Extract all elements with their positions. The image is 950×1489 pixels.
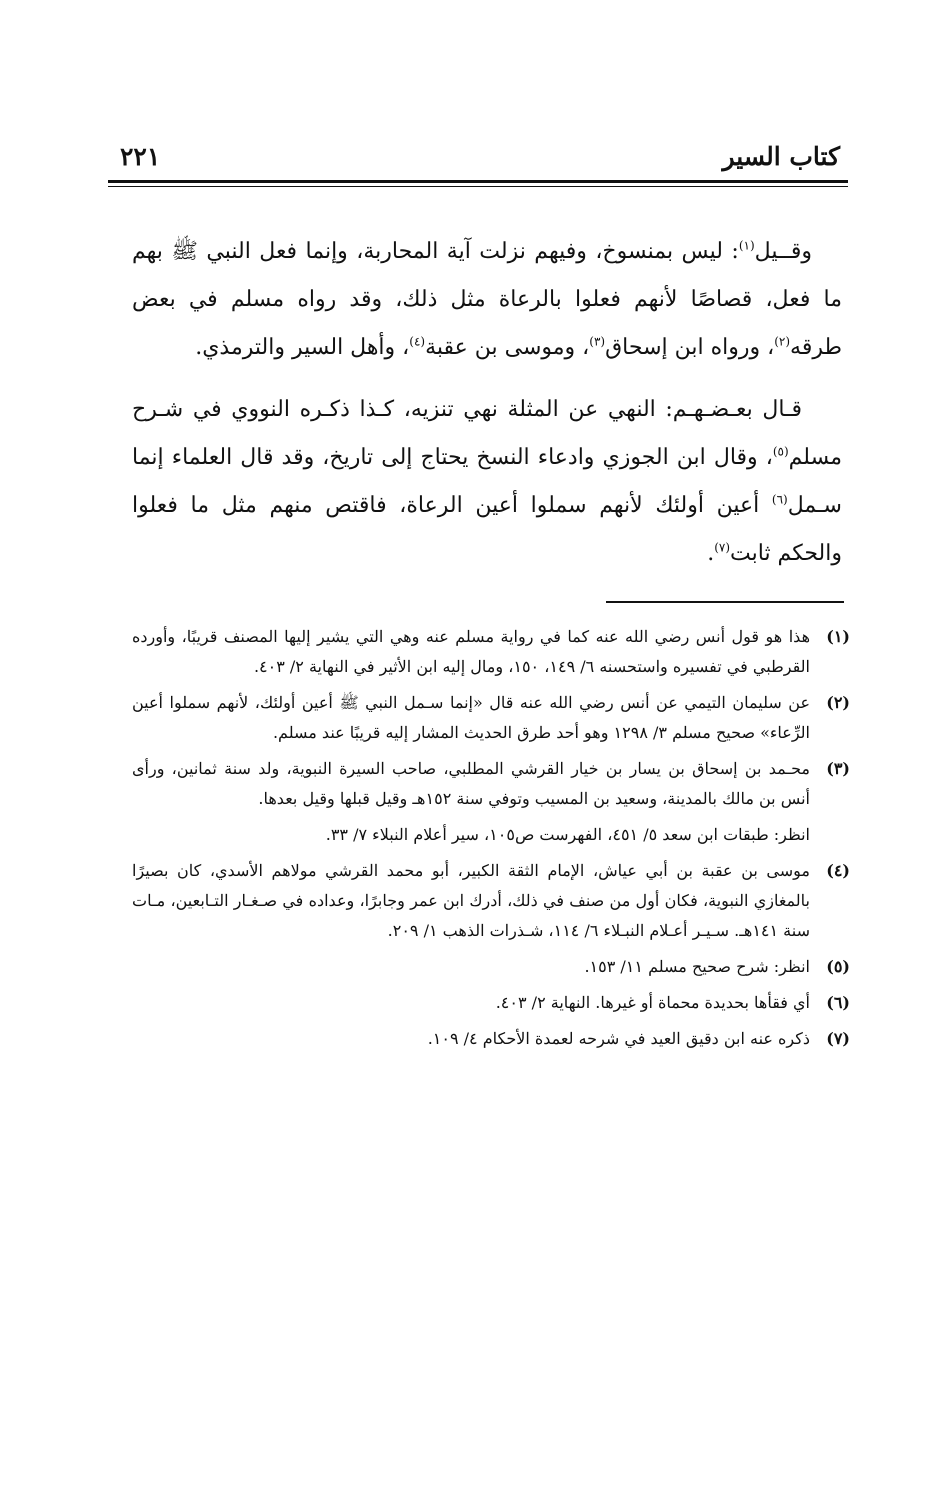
running-title: كتاب السير: [722, 142, 840, 171]
footnote-1: [132, 622, 850, 682]
footnote-number: (٧): [826, 1029, 850, 1048]
footnote-text: موسى بن عقبة بن أبي عياش، الإمام الثقة الكبير، أبو محمد القرشي مولاهم الأسدي، كان بصيرًا بالمغازي النبوية، فكان أول من صنف في ذلك، أدرك ابن عمر وجابرًا، وعداده في صـغـار التـابعين، مـات سنة ١٤١هـ. سـيـر أعـلام النبـلاء ٦/ ١١٤، شـذرات الذهب ١/ ٢٠٩.: [132, 861, 810, 940]
footnote-ref-6[interactable]: (٦): [771, 492, 788, 507]
text-run: ، وأهل السير والترمذي.: [195, 335, 410, 360]
header-rule-thin: [108, 186, 848, 187]
footnote-text: انظر: شرح صحيح مسلم ١١/ ١٥٣.: [584, 957, 810, 976]
text-run: أعين أولئك لأنهم سملوا أعين الرعاة، فاقتص منهم مثل ما فعلوا والحكم ثابت: [132, 493, 842, 566]
footnote-2: [132, 688, 850, 748]
footnote-text: أي فقأها بحديدة محماة أو غيرها. النهاية ٢/ ٤٠٣.: [495, 993, 810, 1012]
text-run: وقــيل: [754, 239, 812, 264]
footnote-ref-2[interactable]: (٢): [774, 334, 791, 349]
text-run: ، ورواه ابن إسحاق: [605, 335, 775, 360]
footnote-4: [132, 856, 850, 946]
text-run: ، وقال ابن الجوزي وادعاء النسخ يحتاج إلى تاريخ، وقد قال العلماء إنما سـمل: [132, 445, 842, 518]
footnote-7: [132, 1024, 850, 1054]
footnote-number: (٢): [826, 693, 850, 712]
footnote-text: عن سليمان التيمي عن أنس رضي الله عنه قال «إنما سـمل النبي ﷺ أعين أولئك، لأنهم سملوا أعين الرِّعاء» صحيح مسلم ٣/ ١٢٩٨ وهو أحد طرق الحديث المشار إليه قريبًا عند مسلم.: [132, 693, 810, 742]
footnote-ref-1[interactable]: (١): [738, 238, 755, 253]
footnote-text: ذكره عنه ابن دقيق العيد في شرحه لعمدة الأحكام ٤/ ١٠٩.: [427, 1029, 810, 1048]
footnote-3: [132, 754, 850, 814]
footnote-separator: [606, 601, 844, 603]
footnote-number: (١): [826, 627, 850, 646]
footnote-number: (٥): [826, 957, 850, 976]
footnote-ref-3[interactable]: (٣): [589, 334, 606, 349]
paragraph-1: [132, 228, 842, 372]
text-run: ، وموسى بن عقبة: [425, 335, 590, 360]
footnote-3-reference: انظر: طبقات ابن سعد ٥/ ٤٥١، الفهرست ص١٠٥، سير أعلام النبلاء ٧/ ٣٣.: [325, 825, 810, 844]
footnote-number: (٦): [826, 993, 850, 1012]
text-run: .: [707, 541, 715, 566]
footnote-ref-5[interactable]: (٥): [772, 444, 789, 459]
footnote-number: (٣): [826, 759, 850, 778]
page-number: ٢٢١: [120, 142, 161, 171]
footnote-number: (٤): [826, 861, 850, 880]
text-run: : ليس بمنسوخ، وفيهم نزلت آية المحاربة، وإنما فعل النبي ﷺ بهم ما فعل، قصاصًا لأنهم فعلوا بالرعاة مثل ذلك، وقد رواه مسلم في بعض طرقه: [132, 239, 842, 360]
footnote-ref-7[interactable]: (٧): [714, 540, 731, 555]
paragraph-2: [132, 386, 842, 578]
footnotes: [132, 622, 850, 1060]
footnote-5: [132, 952, 850, 982]
footnote-text: هذا هو قول أنس رضي الله عنه كما في رواية مسلم عنه وهي التي يشير إليها المصنف قريبًا، وأورده القرطبي في تفسيره واستحسنه ٦/ ١٤٩، ١٥٠، ومال إليه ابن الأثير في النهاية ٢/ ٤٠٣.: [132, 627, 810, 676]
footnote-ref-4[interactable]: (٤): [409, 334, 426, 349]
text-run: قـال بعـضـهـم: النهي عن المثلة نهي تنزيه، كـذا ذكـره النووي في شـرح مسلم: [132, 397, 842, 470]
footnote-text: محـمد بن إسحاق بن يسار بن خيار القرشي المطلبي، صاحب السيرة النبوية، ولد سنة ثمانين، ورأى أنس بن مالك بالمدينة، وسعيد بن المسيب وتوفي سنة ١٥٢هـ وقيل قبلها وقيل بعدها.: [132, 759, 810, 808]
header-rule-thick: [108, 180, 848, 183]
main-text: [132, 228, 842, 592]
footnote-6: [132, 988, 850, 1018]
